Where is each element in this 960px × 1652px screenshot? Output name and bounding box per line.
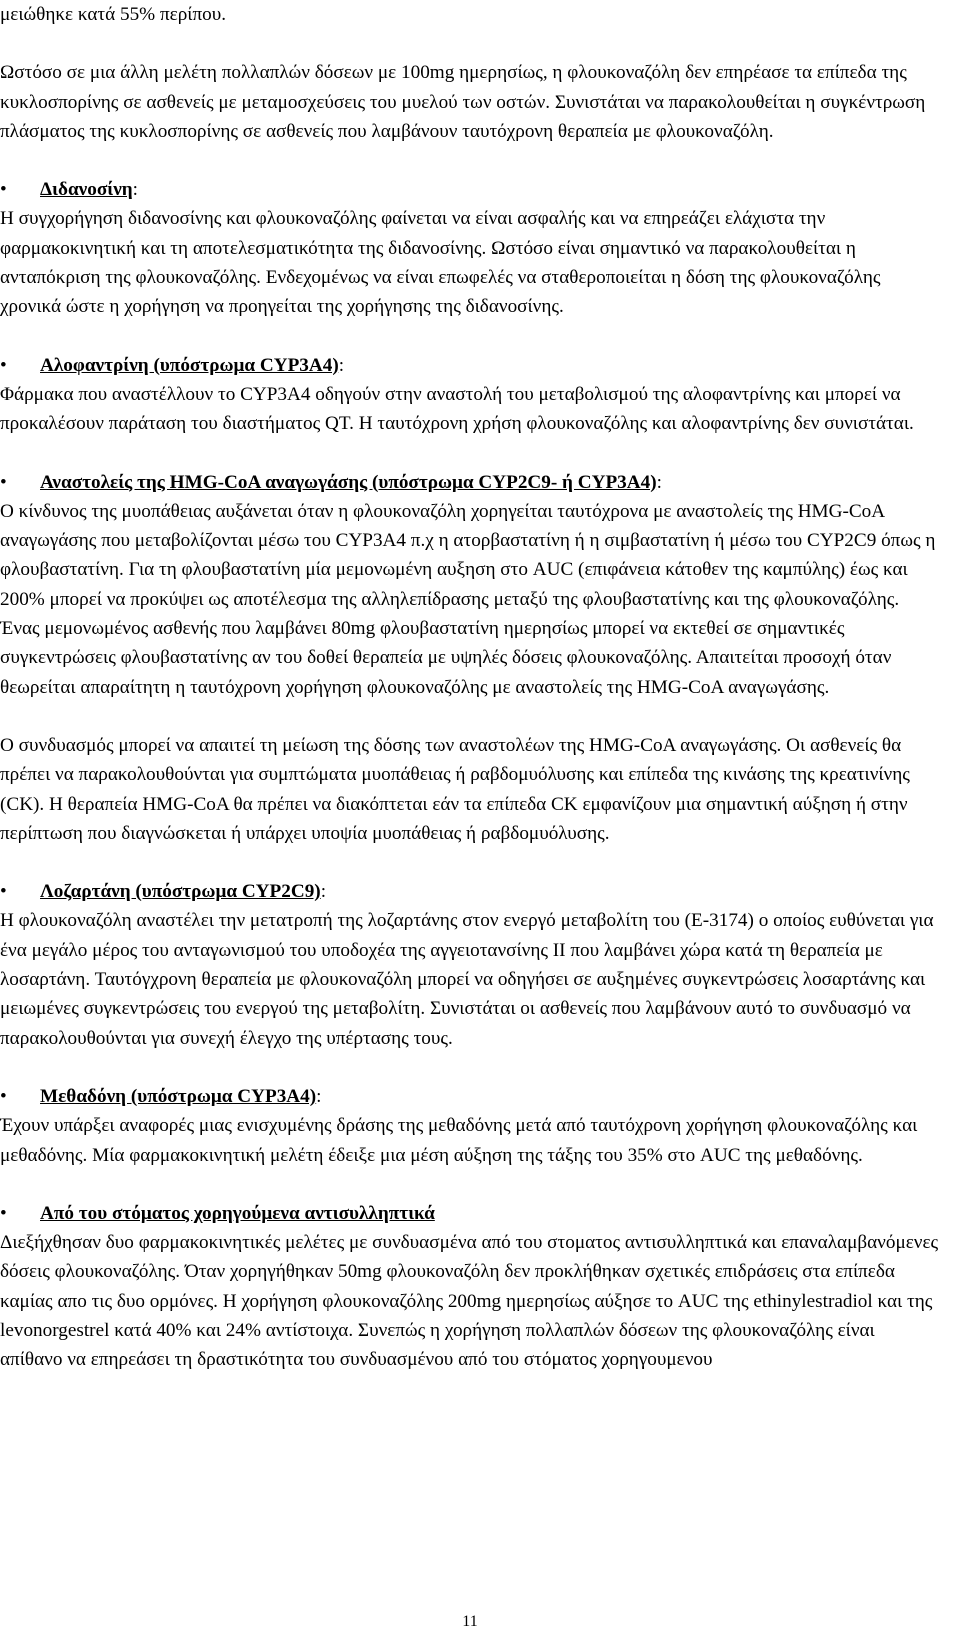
section-losartan [0,877,940,1053]
section-hmg-coa-inhibitors [0,468,940,849]
bullet-icon: • [0,881,7,903]
section-text: Φάρμακα που αναστέλλουν το CYP3A4 οδηγούν στην αναστολή του μεταβολισμού της αλοφαντρίνης και μπορεί να προκαλέσουν παράταση του διαστήματος QT. Η ταυτόχρονη χρήση φλουκοναζόλης και αλοφαντρίνης δεν συνιστάται. [0,383,914,435]
page-number: 11 [462,1613,478,1630]
section-oral-contraceptives [0,1199,940,1375]
section-title: Διδανοσίνη [40,179,133,201]
section-heading: • Διδανοσίνη: [0,175,940,204]
bullet-icon: • [0,1085,7,1107]
section-title: Από του στόματος χορηγούμενα αντισυλληπτικά [40,1202,435,1224]
section-heading: • Λοζαρτάνη (υπόστρωμα CYP2C9): [0,877,940,906]
intro-paragraph: Ωστόσο σε μια άλλη μελέτη πολλαπλών δόσεων με 100mg ημερησίως, η φλουκοναζόλη δεν επηρέασε τα επίπεδα της κυκλοσπορίνης σε ασθενείς με μεταμοσχεύσεις του μυελού των οστών. Συνιστάται να παρακολουθείται η συγκέντρωση πλάσματος της κυκλοσπορίνης σε ασθενείς που λαμβάνουν ταυτόχρονη θεραπεία με φλουκοναζόλη. [0,62,926,142]
bullet-icon: • [0,354,7,376]
section-text: Η φλουκοναζόλη αναστέλει την μετατροπή της λοζαρτάνης στον ενεργό μεταβολίτη του (E-3174) ο οποίος ευθύνεται για ένα μεγάλο μέρος του ανταγωνισμού του υποδοχέα της αγγειοτανσίνης ΙΙ που λαμβάνει χώρα κατά τη θεραπεία με λοσαρτάνη. Ταυτόγχρονη θεραπεία με φλουκοναζόλη μπορεί να οδηγήσει σε αυξημένες συγκεντρώσεις λοσαρτάνης και μειωμένες συγκεντρώσεις του ενεργού της μεταβολίτη. Συνιστάται οι ασθενείς που λαμβάνουν αυτό το συνδυασμό να παρακολουθούνται για συνεχή έλεγχο της υπέρτασης τους. [0,910,934,1049]
section-text: Η συγχορήγηση διδανοσίνης και φλουκοναζόλης φαίνεται να είναι ασφαλής και να επηρεάζει ελάχιστα την φαρμακοκινητική και τη αποτελεσματικότητα της διδανοσίνης. Ωστόσο είναι σημαντικό να παρακολουθείται η ανταπόκριση της φλουκοναζόλης. Ενδεχομένως να είναι επωφελές να σταθεροποιείται η δόση της φλουκοναζόλης χρονικά ώστε η χορήγηση να προηγείται της χορήγησης της διδανοσίνης. [0,208,881,318]
section-halofantrine [0,351,940,439]
bullet-icon: • [0,179,7,201]
intro-continuation: μειώθηκε κατά 55% περίπου. [0,4,227,25]
section-title: Λοζαρτάνη (υπόστρωμα CYP2C9) [40,881,321,903]
section-heading [0,1199,940,1228]
section-heading: • Μεθαδόνη (υπόστρωμα CYP3A4): [0,1082,940,1111]
bullet-icon: • [0,471,7,493]
section-heading: • Αναστολείς της HMG-CoA αναγωγάσης (υπόστρωμα CYP2C9- ή CYP3A4): [0,468,940,497]
section-text: Διεξήχθησαν δυο φαρμακοκινητικές μελέτες με συνδυασμένα από του στοματος αντισυλληπτικά και επαναλαμβανόμενες δόσεις φλουκοναζόλης. Όταν χορηγήθηκαν 50mg φλουκοναζόλη δεν προκλήθηκαν σχετικές επιδράσεις στα επίπεδα καμίας απο τις δυο ορμόνες. Η χορήγηση φλουκοναζόλης 200mg ημερησίως αύξησε το AUC της ethinylestradiol και της levonorgestrel κατά 40% και 24% αντίστοιχα. Συνεπώς η χορήγηση πολλαπλών δόσεων της φλουκοναζόλης είναι απίθανο να επηρεάσει τη δραστικότητα του συνδυασμένου από του στόματος χορηγουμενου [0,1232,939,1371]
section-title: Αλοφαντρίνη (υπόστρωμα CYP3A4) [40,354,339,376]
bullet-icon: • [0,1202,7,1224]
section-text: Έχουν υπάρξει αναφορές μιας ενισχυμένης δράσης της μεθαδόνης μετά από ταυτόχρονη χορήγηση φλουκοναζόλης και μεθαδόνης. Μία φαρμακοκινητική μελέτη έδειξε μια μέση αύξηση της τάξης του 35% στο AUC της μεθαδόνης. [0,1115,918,1166]
section-title: Αναστολείς της HMG-CoA αναγωγάσης (υπόστρωμα CYP2C9- ή CYP3A4) [40,471,657,493]
section-title: Μεθαδόνη (υπόστρωμα CYP3A4) [40,1085,317,1107]
section-didanosine [0,175,940,321]
section-heading: • Αλοφαντρίνη (υπόστρωμα CYP3A4): [0,351,940,380]
section-text-continued: Ο συνδυασμός μπορεί να απαιτεί τη μείωση της δόσης των αναστολέων της HMG-CoA αναγωγάσης. Οι ασθενείς θα πρέπει να παρακολουθούνται για συμπτώματα μυοπάθειας ή ραβδομυόλυσης και επίπεδα της κινάσης της κρεατινίνης (CK). Η θεραπεία HMG-CoA θα πρέπει να διακόπτεται εάν τα επίπεδα CK εμφανίζουν μια σημαντική αύξηση ή στην περίπτωση που διαγνώσκεται ή υπάρχει υποψία μυοπάθειας ή ραβδομυόλυσης. [0,734,910,844]
section-methadone [0,1082,940,1170]
section-text: Ο κίνδυνος της μυοπάθειας αυξάνεται όταν η φλουκοναζόλη χορηγείται ταυτόχρονα με αναστολείς της HMG-CoA αναγωγάσης που μεταβολίζονται μέσω του CYP3A4 π.χ η ατορβαστατίνη ή η σιμβαστατίνη ή μέσω του CYP2C9 όπως η φλουβαστατίνη. Για τη φλουβαστατίνη μία μεμονωμένη αυξηση στο AUC (επιφάνεια κάτοθεν της καμπύλης) έως και 200% μπορεί να προκύψει ως αποτέλεσμα της αλληλεπίδρασης μεταξύ της φλουβαστατίνης και της φλουκοναζόλης. Ένας μεμονωμένος ασθενής που λαμβάνει 80mg φλουβαστατίνη ημερησίως μπορεί να εκτεθεί σε σημαντικές συγκεντρώσεις φλουβαστατίνης αν του δοθεί θεραπεία με υψηλές δόσεις φλουκοναζόλης. Απαιτείται προσοχή όταν θεωρείται απαραίτητη η ταυτόχρονη χορήγηση φλουκοναζόλης με αναστολείς της HMG-CoA αναγωγάσης. [0,500,936,698]
